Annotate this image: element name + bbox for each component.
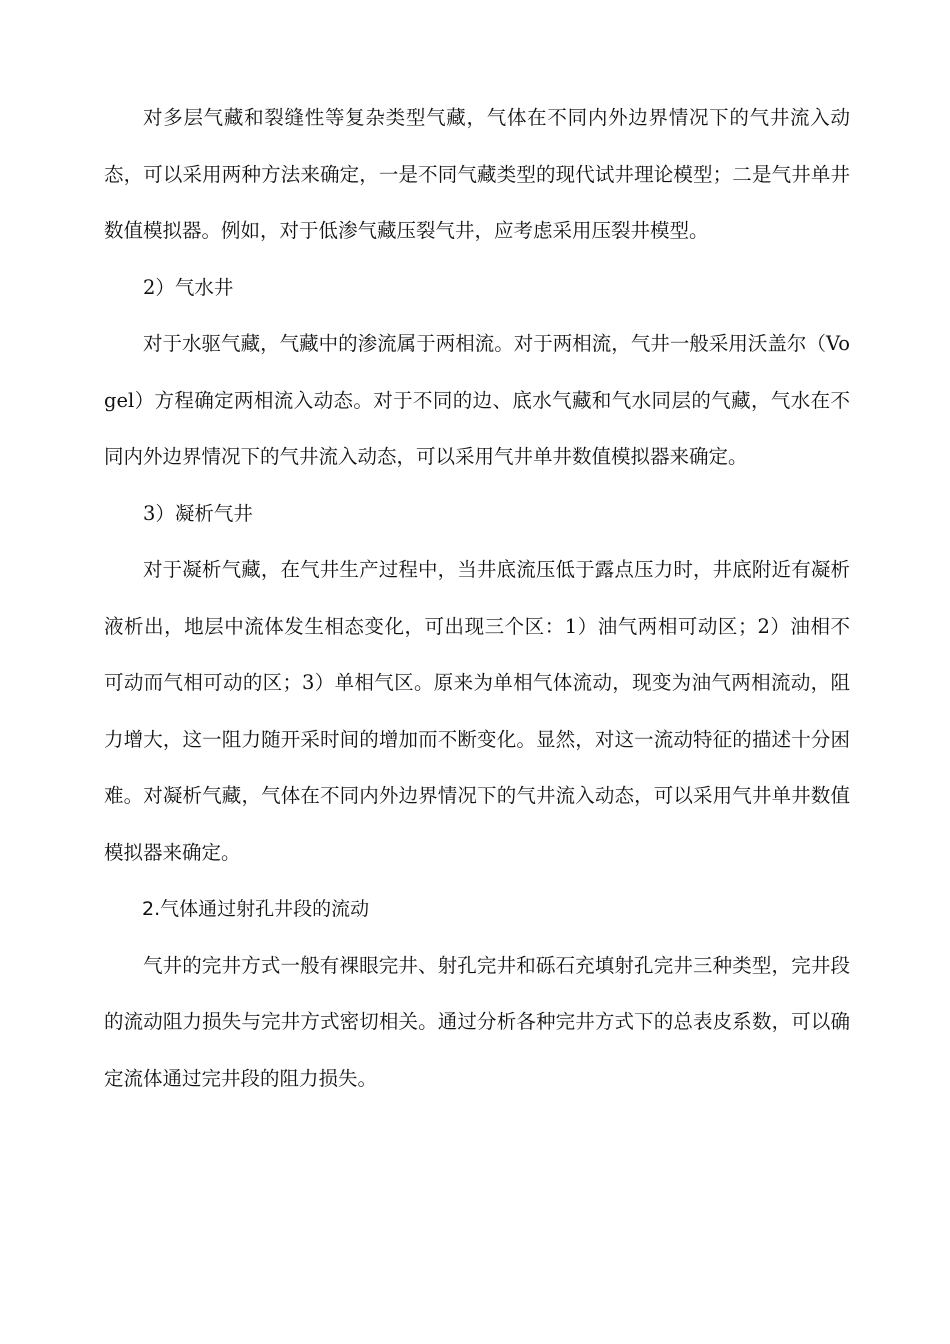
paragraph-water-drive-reservoirs: 对于水驱气藏，气藏中的渗流属于两相流。对于两相流，气井一般采用沃盖尔（Vogel）方程确定两相流入动态。对于不同的边、底水气藏和气水同层的气藏，气水在不同内外边界情况下的气井流入动态，可以采用气井单井数值模拟器来确定。 bbox=[104, 332, 850, 468]
heading-perforation-flow: 2.气体通过射孔井段的流动 bbox=[142, 898, 370, 920]
paragraph-multilayer-reservoirs: 对多层气藏和裂缝性等复杂类型气藏，气体在不同内外边界情况下的气井流入动态，可以采用两种方法来确定，一是不同气藏类型的现代试井理论模型；二是气井单井数值模拟器。例如，对于低渗气藏压裂气井，应考虑采用压裂井模型。 bbox=[104, 106, 850, 242]
document-body bbox=[104, 90, 850, 1107]
paragraph-completion-methods: 气井的完井方式一般有裸眼完井、射孔完井和砾石充填射孔完井三种类型，完井段的流动阻力损失与完井方式密切相关。通过分析各种完井方式下的总表皮系数，可以确定流体通过完井段的阻力损失。 bbox=[104, 953, 850, 1090]
heading-gas-water-well: 2）气水井 bbox=[143, 275, 234, 299]
heading-condensate-gas-well: 3）凝析气井 bbox=[143, 501, 253, 525]
paragraph-condensate-reservoirs: 对于凝析气藏，在气井生产过程中，当井底流压低于露点压力时，井底附近有凝析液析出，地层中流体发生相态变化，可出现三个区：1）油气两相可动区；2）油相不可动而气相可动的区；3）单相气区。原来为单相气体流动，现变为油气两相流动，阻力增大，这一阻力随开采时间的增加而不断变化。显然，对这一流动特征的描述十分困难。对凝析气藏，气体在不同内外边界情况下的气井流入动态，可以采用气井单井数值模拟器来确定。 bbox=[104, 558, 850, 864]
